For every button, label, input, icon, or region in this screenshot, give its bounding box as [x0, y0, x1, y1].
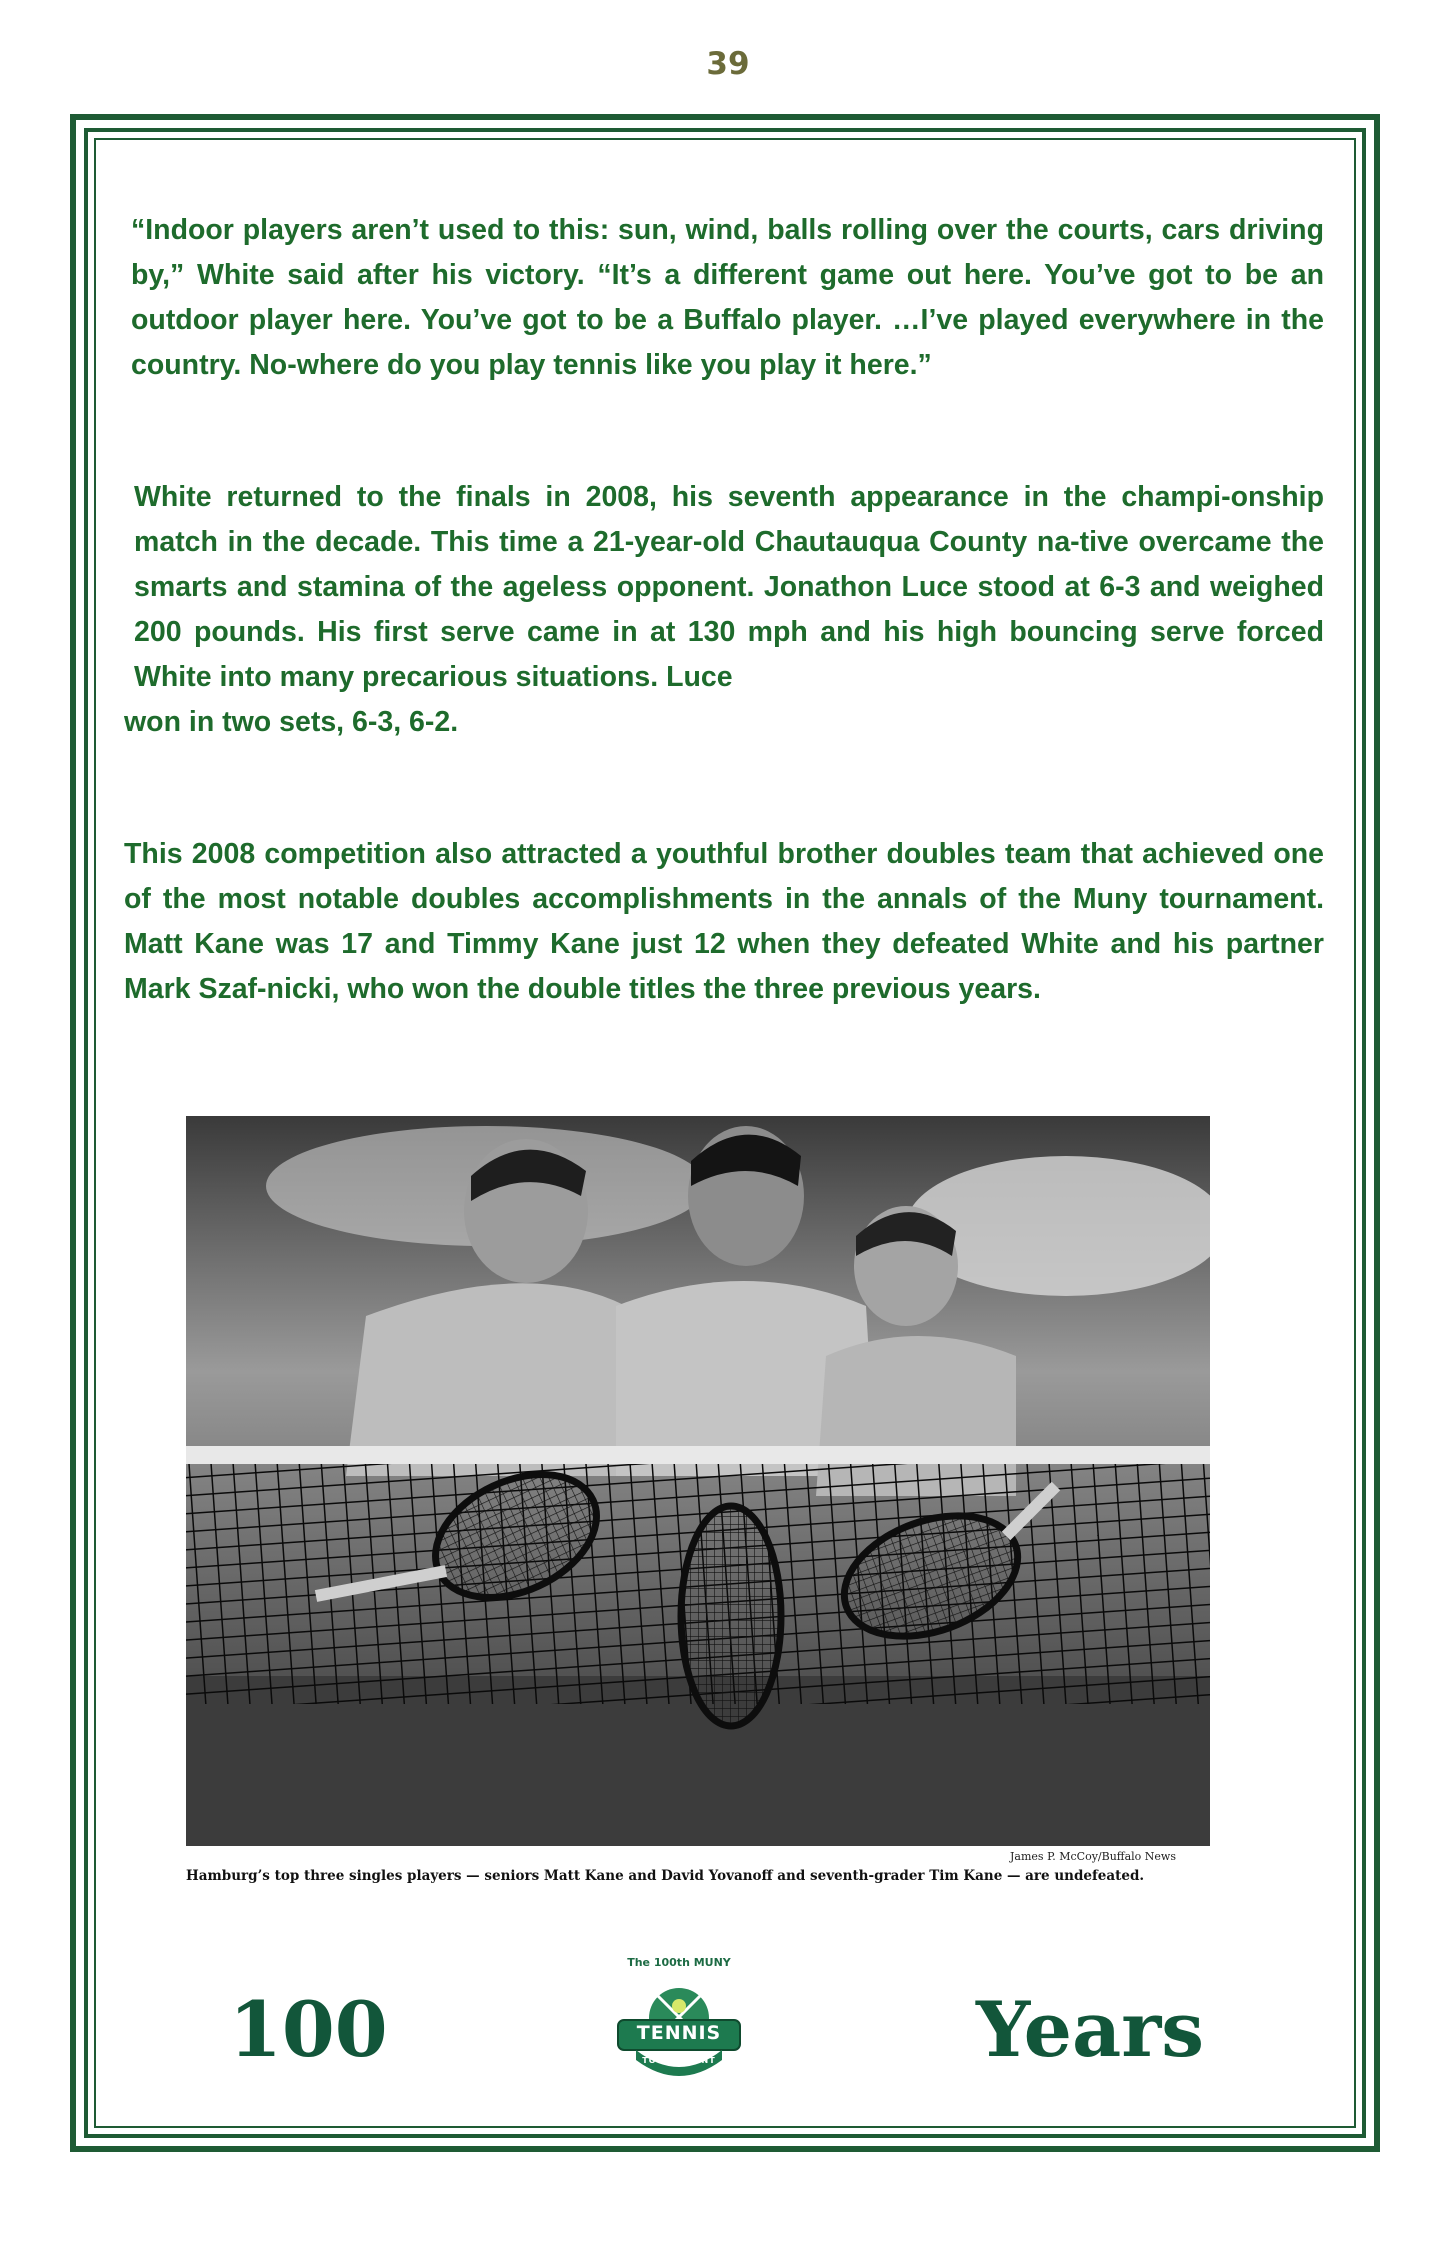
finals-paragraph-main: White returned to the finals in 2008, his seventh appearance in the champi-onship match in the decade. This time a 21-year-old Chautauqua County na-tive overcame the smarts and stamina of the ageless opponent. Jonathon Luce stood at 6-3 and weighed 200 pounds. His first serve came in at 130 mph and his high bouncing serve forced White into many precarious situations. Luce [134, 481, 1324, 693]
tennis-players-photo [186, 1116, 1210, 1846]
finals-paragraph-tail: won in two sets, 6-3, 6-2. [124, 706, 459, 738]
doubles-paragraph: This 2008 competition also attracted a youthful brother doubles team that achieved one of the most notable doubles accomplishments in the annals of the Muny tournament. Matt Kane was 17 and Timmy Kane just 12 when they defeated White and his partner Mark Szaf-nicki, who won the double titles the three previous years. [124, 838, 1324, 1005]
quote-paragraph: “Indoor players aren’t used to this: sun, wind, balls rolling over the courts, cars driving by,” White said after his victory. “It’s a different game out here. You’ve got to be an outdoor player here. You’ve got to be a Buffalo player. …I’ve played everywhere in the country. No-where do you play tennis like you play it here.” [131, 214, 1324, 381]
photo-caption: Hamburg’s top three singles players — seniors Matt Kane and David Yovanoff and seventh-grader Tim Kane — are undefeated. [186, 1868, 1145, 1884]
footer-100: 100 [229, 1985, 388, 2074]
logo-tennis-word: TENNIS [636, 2022, 722, 2044]
logo-top-text: The 100th MUNY [627, 1956, 731, 1969]
newspaper-photo [186, 1116, 1210, 1900]
logo-bottom-text: TOURNAMENT [642, 2056, 716, 2065]
photo-credit: James P. McCoy/Buffalo News [1010, 1850, 1176, 1863]
finals-paragraph [124, 475, 1324, 745]
muny-tennis-logo [606, 1956, 752, 2084]
page-number: 39 [706, 46, 750, 82]
footer-years: Years [976, 1985, 1205, 2074]
